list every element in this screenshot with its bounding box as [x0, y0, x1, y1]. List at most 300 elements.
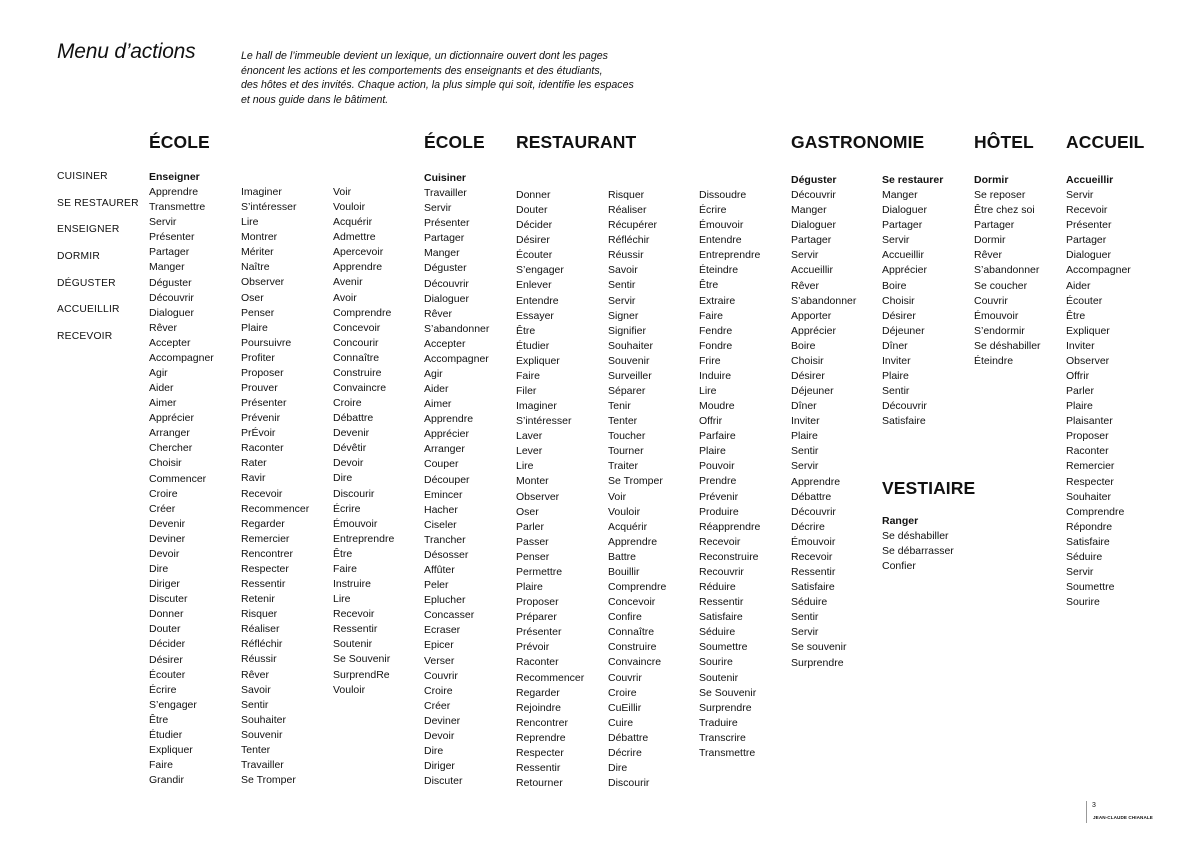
action-word: Arranger	[149, 427, 190, 440]
action-word: S’abandonner	[974, 264, 1040, 277]
action-word: Instruire	[333, 578, 371, 591]
action-word: Respecter	[241, 562, 289, 575]
action-word: Comprendre	[1066, 505, 1125, 518]
action-word: Désirer	[882, 309, 916, 322]
page-title: Menu d’actions	[57, 40, 196, 63]
action-word: Devenir	[149, 517, 186, 530]
action-word: Surprendre	[699, 701, 752, 714]
action-word: Penser	[241, 306, 275, 319]
word-column-hotel	[974, 173, 1041, 369]
action-word: Réduire	[699, 581, 736, 594]
action-word: Imaginer	[516, 400, 557, 413]
action-word: Partager	[149, 246, 190, 259]
action-word: Devoir	[333, 457, 364, 470]
action-word: Rencontrer	[241, 547, 293, 560]
action-word: Acquérir	[333, 216, 373, 229]
action-word: Ciseler	[424, 518, 457, 531]
action-word: Inviter	[791, 415, 820, 428]
action-word: Risquer	[241, 608, 278, 621]
action-word: Désirer	[149, 653, 183, 666]
action-word: Être	[516, 324, 536, 337]
action-word: Deviner	[424, 714, 461, 727]
action-word: Donner	[516, 189, 551, 201]
action-word: Découvrir	[791, 505, 836, 518]
action-word: Plaire	[791, 430, 818, 443]
action-word: Entendre	[699, 234, 742, 247]
action-word: Recevoir	[241, 487, 283, 500]
action-word: Boire	[882, 279, 907, 292]
action-word: Discuter	[424, 775, 463, 788]
nav-list	[57, 170, 139, 357]
action-word: Se Souvenir	[333, 653, 391, 666]
action-word: Présenter	[516, 626, 562, 639]
action-word: Accueillir	[791, 264, 834, 277]
action-word: Faire	[516, 369, 540, 382]
action-word: Découper	[424, 473, 470, 486]
action-word: Accepter	[424, 337, 466, 350]
word-column-ecole-a	[149, 170, 214, 788]
action-word: Sentir	[882, 385, 910, 398]
action-word: Voir	[333, 186, 352, 198]
action-word: Ecraser	[424, 624, 461, 637]
action-word: Parfaire	[699, 430, 736, 443]
nav-item-accueillir[interactable]: ACCUEILLIR	[57, 304, 120, 316]
action-word: Peler	[424, 579, 449, 592]
action-word: Epicer	[424, 639, 454, 652]
action-word: Devenir	[333, 427, 370, 440]
action-word: Offrir	[699, 415, 723, 428]
action-word: Lire	[516, 460, 534, 473]
action-word: Créer	[149, 502, 176, 515]
action-word: Écrire	[699, 204, 727, 217]
action-word: Verser	[424, 654, 455, 667]
action-word: Séduire	[699, 626, 736, 639]
action-word: Risquer	[608, 189, 645, 201]
word-column-accueil	[1066, 173, 1131, 610]
action-word: Travailler	[424, 187, 467, 200]
action-word: Laver	[516, 430, 543, 443]
action-word: Émouvoir	[791, 535, 836, 548]
action-word: Imaginer	[241, 186, 282, 198]
action-word: Apprendre	[608, 535, 658, 548]
action-word: Frire	[699, 354, 721, 367]
action-word: Concevoir	[608, 596, 656, 609]
action-word: Remercier	[1066, 460, 1115, 473]
action-word: SurprendRe	[333, 668, 390, 681]
action-word: Dialoguer	[791, 219, 836, 232]
action-word: Se souvenir	[791, 641, 847, 654]
action-word: Recevoir	[1066, 204, 1108, 217]
action-word: Rater	[241, 457, 267, 470]
action-word: Servir	[149, 216, 177, 229]
action-word: Satisfaire	[699, 611, 743, 624]
action-word: PrÉvoir	[241, 427, 276, 440]
action-word: Créer	[424, 699, 451, 712]
action-word: Inviter	[882, 354, 911, 367]
action-word: Apercevoir	[333, 246, 384, 259]
action-word: Souvenir	[241, 728, 283, 741]
action-word: Recommencer	[241, 502, 310, 515]
action-word: Manger	[149, 261, 185, 274]
action-word: Soumettre	[699, 641, 748, 654]
action-word: Confire	[608, 611, 642, 624]
action-word: Reconstruire	[699, 550, 759, 563]
action-word: Choisir	[791, 354, 824, 367]
action-word: Plaire	[882, 370, 909, 383]
action-word: Ravir	[241, 472, 266, 485]
action-word: Douter	[516, 204, 548, 217]
heading-ecole-2: ÉCOLE	[424, 132, 485, 152]
action-word: Être	[699, 279, 719, 292]
action-word: Retourner	[516, 777, 563, 790]
action-word: Passer	[516, 535, 549, 548]
action-word: Produire	[699, 505, 739, 518]
action-word: Parler	[1066, 385, 1095, 398]
action-word: Proposer	[241, 366, 284, 379]
action-word: Lire	[699, 385, 717, 398]
action-word: Réaliser	[608, 204, 647, 217]
action-word: Apporter	[791, 309, 832, 322]
action-word: Servir	[882, 234, 910, 247]
action-word: Recommencer	[516, 671, 585, 684]
action-word: Manger	[791, 204, 827, 217]
action-word: Partager	[974, 219, 1015, 232]
action-word: Partager	[882, 219, 923, 232]
action-word: Douter	[149, 623, 181, 636]
action-word: Plaisanter	[1066, 415, 1113, 428]
action-word: Déjeuner	[882, 324, 925, 337]
action-word: Recevoir	[791, 550, 833, 563]
action-word: Concevoir	[333, 321, 381, 334]
action-word: Traiter	[608, 460, 638, 473]
action-word: Proposer	[1066, 430, 1109, 443]
nav-item-se-restaurer[interactable]: SE RESTAURER	[57, 197, 139, 209]
action-word: Ressentir	[241, 578, 286, 591]
action-word: Confier	[882, 560, 916, 573]
action-word: Soutenir	[333, 638, 373, 651]
action-word: Filer	[516, 385, 537, 398]
action-word: Présenter	[241, 397, 287, 410]
action-word: Partager	[424, 232, 465, 245]
action-word: Vouloir	[333, 201, 366, 214]
action-word: Réaliser	[241, 623, 280, 636]
heading-restaurant: RESTAURANT	[516, 132, 637, 152]
action-word: Agir	[424, 368, 443, 381]
action-word: Étudier	[516, 339, 550, 352]
intro-text	[241, 49, 701, 107]
action-word: Surprendre	[791, 656, 844, 669]
action-word: CuEillir	[608, 701, 642, 714]
action-word: Recouvrir	[699, 565, 744, 578]
action-word: Inviter	[1066, 339, 1095, 352]
action-word: Dissoudre	[699, 189, 747, 201]
action-word: Faire	[699, 309, 723, 322]
action-word: Réussir	[241, 653, 277, 666]
word-column-ecole-c	[333, 185, 394, 698]
action-word: Boire	[791, 339, 816, 352]
action-word: Émouvoir	[974, 309, 1019, 322]
action-word: Avenir	[333, 276, 363, 289]
action-word: Ressentir	[699, 596, 744, 609]
action-word: Commencer	[149, 472, 207, 485]
action-word: Écrire	[149, 683, 177, 696]
action-word: Ressentir	[791, 566, 836, 579]
nav-item-cuisiner[interactable]: CUISINER	[57, 171, 108, 182]
action-word: Dire	[149, 563, 169, 576]
action-word: Croire	[424, 684, 453, 697]
action-word: Apprécier	[149, 412, 194, 425]
action-word: Servir	[608, 294, 636, 307]
action-word: Cuire	[608, 716, 634, 729]
action-word: Éteindre	[699, 264, 739, 277]
action-word: Admettre	[333, 231, 376, 244]
action-word: Servir	[791, 626, 819, 639]
action-word: Surveiller	[608, 369, 652, 382]
heading-vestiaire: VESTIAIRE	[882, 478, 976, 498]
action-word: Préparer	[516, 611, 557, 624]
action-word: Rencontrer	[516, 716, 568, 729]
action-word: Apprécier	[791, 324, 836, 337]
action-word: Discourir	[333, 487, 375, 500]
action-word: Aimer	[424, 398, 452, 411]
intro-line: Le hall de l’immeuble devient un lexique, un dictionnaire ouvert dont les pages	[241, 50, 608, 62]
heading-gastronomie: GASTRONOMIE	[791, 132, 925, 152]
column-subheading: Accueillir	[1066, 174, 1114, 186]
action-word: Sentir	[608, 279, 636, 292]
action-word: Retenir	[241, 593, 275, 606]
action-word: Proposer	[516, 596, 559, 609]
action-word: Voir	[608, 490, 627, 503]
action-word: Souhaiter	[608, 339, 653, 352]
action-word: Réfléchir	[241, 638, 283, 651]
action-word: Signer	[608, 309, 639, 322]
action-word: Être	[333, 547, 353, 560]
action-word: Prouver	[241, 382, 278, 395]
action-word: Découvrir	[149, 291, 194, 304]
action-word: Connaître	[333, 351, 380, 364]
action-word: Lire	[333, 593, 351, 606]
action-word: S’intéresser	[516, 415, 572, 428]
action-word: Souhaiter	[1066, 490, 1111, 503]
action-word: Naître	[241, 261, 270, 274]
action-word: Découvrir	[882, 400, 927, 413]
action-word: Apprendre	[149, 186, 199, 199]
word-column-gastronomie-a	[791, 173, 856, 671]
action-word: Transmettre	[699, 746, 756, 759]
action-word: Couvrir	[424, 669, 458, 682]
action-word: Convaincre	[333, 382, 387, 395]
action-word: Réfléchir	[608, 234, 650, 247]
action-word: Traduire	[699, 716, 738, 729]
action-word: Écouter	[1066, 294, 1103, 307]
action-word: Débattre	[608, 731, 649, 744]
action-word: Sentir	[791, 611, 819, 624]
action-word: Mériter	[241, 246, 274, 259]
action-word: Sourire	[699, 656, 733, 669]
action-word: Permettre	[516, 565, 563, 578]
action-word: Écouter	[149, 668, 186, 681]
action-word: Expliquer	[149, 743, 193, 756]
action-word: Découvrir	[424, 277, 469, 290]
action-word: Se débarrasser	[882, 545, 954, 558]
action-word: Croire	[149, 487, 178, 500]
action-word: Rejoindre	[516, 701, 561, 714]
nav-item-enseigner[interactable]: ENSEIGNER	[57, 224, 120, 236]
action-word: Accompagner	[149, 351, 214, 364]
action-word: Recevoir	[333, 608, 375, 621]
action-word: Servir	[791, 460, 819, 473]
action-word: Eplucher	[424, 594, 466, 607]
action-word: Souhaiter	[241, 713, 286, 726]
action-word: Convaincre	[608, 656, 662, 669]
action-word: Satisfaire	[791, 581, 835, 594]
action-word: Respecter	[516, 746, 564, 759]
nav-item-recevoir[interactable]: RECEVOIR	[57, 331, 113, 343]
action-word: Réussir	[608, 249, 644, 262]
action-word: Prévenir	[699, 490, 739, 503]
action-word: Respecter	[1066, 475, 1114, 488]
action-word: Observer	[1066, 354, 1110, 367]
action-word: Induire	[699, 369, 732, 382]
action-word: Deviner	[149, 532, 186, 545]
action-word: Raconter	[241, 442, 284, 455]
action-word: Décider	[149, 638, 186, 651]
action-word: Se déshabiller	[882, 530, 949, 543]
word-column-gastronomie-b	[882, 173, 943, 429]
action-word: Rêver	[974, 249, 1003, 262]
action-word: Construire	[608, 641, 657, 654]
action-word: Aimer	[149, 397, 177, 410]
action-word: Toucher	[608, 430, 646, 443]
column-subheading: Dormir	[974, 174, 1009, 186]
action-word: Aider	[1066, 279, 1091, 292]
action-word: Servir	[1066, 189, 1094, 202]
action-word: Désirer	[791, 370, 825, 383]
action-word: Parler	[516, 520, 545, 533]
action-word: Satisfaire	[882, 415, 926, 428]
action-word: Choisir	[882, 294, 915, 307]
action-word: Transcrire	[699, 731, 746, 744]
action-word: Entreprendre	[333, 532, 395, 545]
footer-divider	[1086, 801, 1087, 823]
nav-item-dormir[interactable]: DORMIR	[57, 251, 100, 263]
action-word: Étudier	[149, 728, 183, 741]
action-word: Donner	[149, 608, 184, 621]
word-column-ecole-2	[424, 171, 489, 789]
action-word: Éteindre	[974, 354, 1014, 367]
action-word: Découvrir	[791, 189, 836, 202]
action-word: Sourire	[1066, 596, 1100, 609]
action-word: Apprécier	[424, 428, 469, 441]
action-word: Plaire	[1066, 400, 1093, 413]
word-column-vestiaire	[882, 514, 954, 574]
action-word: Se Tromper	[241, 774, 296, 787]
action-word: Dîner	[791, 400, 817, 413]
action-word: Extraire	[699, 294, 736, 307]
action-word: Ressentir	[516, 761, 561, 774]
action-word: Enlever	[516, 279, 552, 292]
action-word: Expliquer	[516, 354, 560, 367]
action-word: Se coucher	[974, 279, 1028, 292]
action-word: Monter	[516, 475, 549, 488]
action-word: Se déshabiller	[974, 339, 1041, 352]
action-word: Faire	[149, 759, 173, 772]
action-word: Oser	[241, 291, 264, 304]
action-word: Récupérer	[608, 219, 658, 232]
action-word: Devoir	[149, 547, 180, 560]
action-word: Devoir	[424, 729, 455, 742]
action-word: Apprendre	[424, 413, 474, 426]
action-word: Discuter	[149, 593, 188, 606]
action-word: Décrire	[608, 746, 642, 759]
action-word: Dire	[424, 744, 444, 757]
action-word: Bouillir	[608, 565, 640, 578]
action-word: Regarder	[516, 686, 560, 699]
action-word: Vouloir	[333, 683, 366, 696]
action-word: Aider	[424, 383, 449, 396]
action-word: Aider	[149, 382, 174, 395]
action-word: Écrire	[333, 502, 361, 515]
action-word: Débattre	[333, 412, 374, 425]
action-word: Apprendre	[791, 475, 841, 488]
page-number: 3	[1092, 802, 1096, 809]
action-word: Séduire	[1066, 550, 1103, 563]
action-word: Écouter	[516, 249, 553, 262]
action-word: S’engager	[149, 698, 197, 711]
action-word: Accueillir	[882, 249, 925, 262]
action-word: Savoir	[608, 264, 638, 277]
column-subheading: Déguster	[791, 174, 837, 186]
action-word: Regarder	[241, 517, 285, 530]
action-word: Trancher	[424, 533, 466, 546]
action-word: Accepter	[149, 336, 191, 349]
action-word: Plaire	[516, 581, 543, 594]
action-word: Accompagner	[424, 352, 489, 365]
action-word: Couper	[424, 458, 459, 471]
action-word: Souvenir	[608, 354, 650, 367]
action-word: Sentir	[241, 698, 269, 711]
action-word: Soutenir	[699, 671, 739, 684]
action-word: Rêver	[241, 668, 270, 681]
action-word: Servir	[424, 202, 452, 215]
action-word: Soumettre	[1066, 581, 1115, 594]
action-word: Savoir	[241, 683, 271, 696]
action-word: Construire	[333, 366, 382, 379]
action-word: Se Souvenir	[699, 686, 757, 699]
action-word: Dialoguer	[149, 306, 194, 319]
action-word: Présenter	[149, 231, 195, 244]
action-word: Séduire	[791, 596, 828, 609]
intro-line: énoncent les actions et les comportements des enseignants et des étudiants,	[241, 64, 603, 77]
nav-item-deguster[interactable]: DÉGUSTER	[57, 277, 116, 289]
action-word: Chercher	[149, 442, 193, 455]
action-word: Croire	[608, 686, 637, 699]
action-word: Dire	[333, 472, 353, 485]
intro-line: des hôtes et des invités. Chaque action, la plus simple qui soit, identifie les espaces	[241, 79, 634, 92]
action-word: Connaître	[608, 626, 655, 639]
action-word: Affûter	[424, 564, 455, 577]
action-word: Transmettre	[149, 201, 206, 214]
action-word: Entreprendre	[699, 249, 761, 262]
action-word: Acquérir	[608, 520, 648, 533]
action-word: Faire	[333, 562, 357, 575]
action-word: Offrir	[1066, 370, 1090, 383]
action-word: Choisir	[149, 457, 182, 470]
action-word: Dire	[608, 761, 628, 774]
action-word: Emincer	[424, 488, 463, 501]
action-word: Sentir	[791, 445, 819, 458]
action-word: Dîner	[882, 339, 908, 352]
